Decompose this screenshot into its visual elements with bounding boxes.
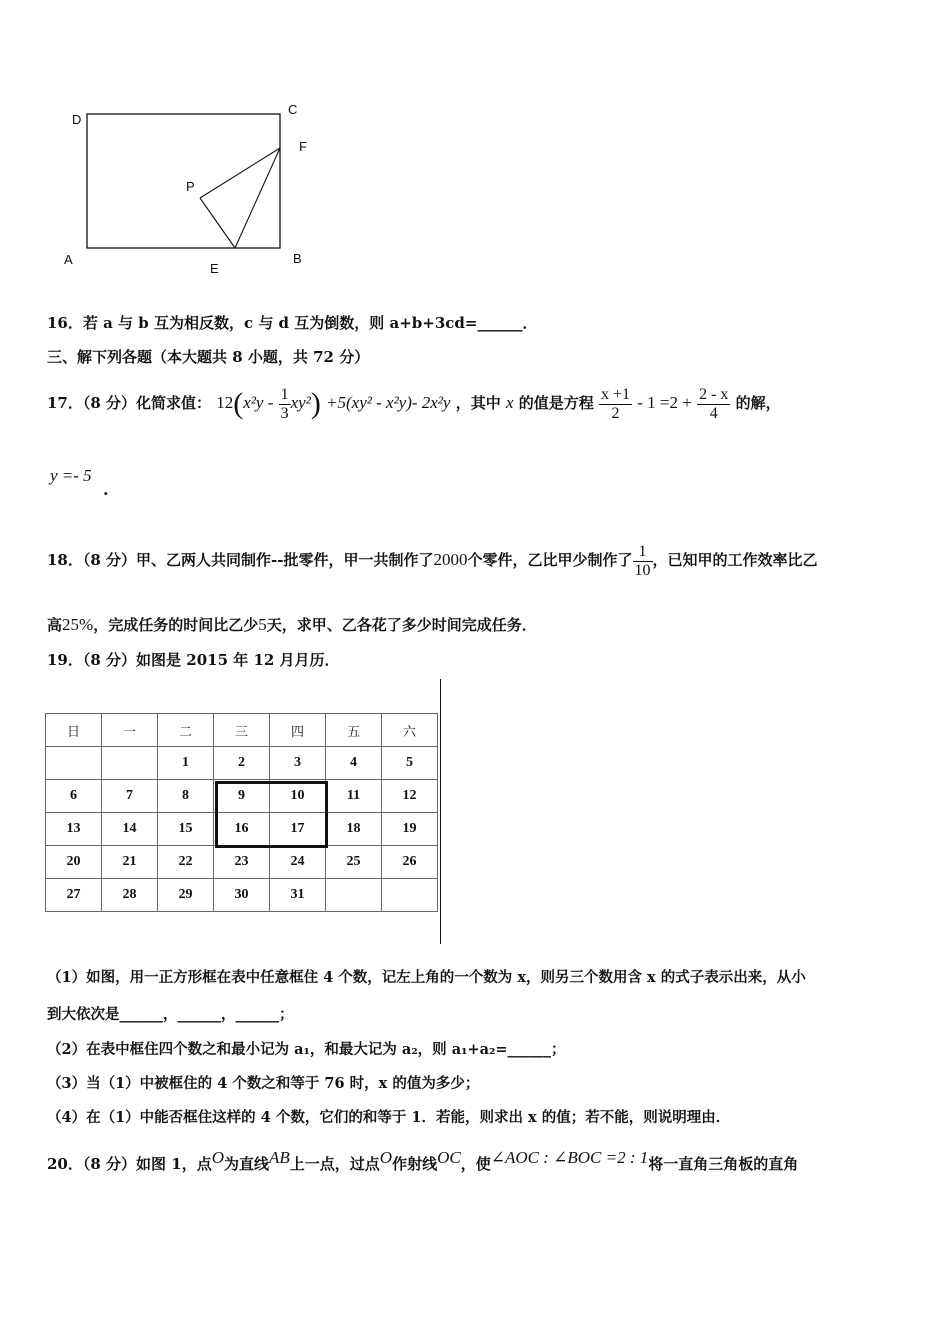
calendar-cell: 31 (270, 879, 326, 912)
calendar-row (46, 846, 438, 879)
calendar-cell: 4 (326, 747, 382, 780)
q19-part-4: （4）在（1）中能否框住这样的 4 个数，它们的和等于 1．若能，则求出 x 的值；若不能，则说明理由． (47, 1109, 731, 1126)
question-16: 16．若 a 与 b 互为相反数，c 与 d 互为倒数，则 a+b+3cd=______． (47, 314, 538, 332)
label-p: P (186, 179, 195, 194)
calendar-cell: 30 (214, 879, 270, 912)
q17-expression-rest: +5(xy² - x²y)- 2x²y (326, 393, 451, 412)
calendar-cell (46, 747, 102, 780)
calendar-cell: 18 (326, 813, 382, 846)
label-b: B (293, 251, 302, 266)
question-18-line-2: 高25%，完成任务的时间比乙少5天，求甲、乙各花了多少时间完成任务． (47, 615, 537, 634)
q17-y-value: y =- 5 (50, 466, 92, 485)
label-e: E (210, 261, 219, 276)
question-17: 17．（8 分）化简求值： 12(x²y - $\frac{1}{3}$ xy²) +5(xy² - x²y)- 2x²y ，其中 x 的值是方程 $\frac{x +1}{2}$ - 1 =2 + $\frac{2 - x}{4}$ 的解， (47, 385, 781, 422)
q17-suffix: 的解， (735, 394, 781, 412)
label-f: F (299, 139, 307, 154)
calendar-cell: 3 (270, 747, 326, 780)
q17-equation-middle: - 1 =2 + (637, 393, 692, 412)
calendar-cell: 28 (102, 879, 158, 912)
q17-term1: x²y - (243, 393, 274, 412)
calendar-cell (102, 747, 158, 780)
q17-fraction-2-minus-x: $\frac{2 - x}{4}$ (699, 385, 729, 422)
label-d: D (72, 112, 82, 127)
calendar-cell: 29 (158, 879, 214, 912)
q17-middle2: 的值是方程 (518, 394, 594, 412)
calendar-cell: 12 (382, 780, 438, 813)
calendar-cell: 24 (270, 846, 326, 879)
calendar-cell: 26 (382, 846, 438, 879)
q19-part-1-line-2: 到大依次是______，______，______； (47, 1006, 294, 1023)
q17-prefix: 17．（8 分）化简求值： (47, 394, 212, 412)
calendar-cell: 13 (46, 813, 102, 846)
calendar-header-cell: 四 (270, 714, 326, 747)
q17-term2: xy² (290, 393, 311, 412)
q17-var-x: x (505, 393, 514, 412)
calendar-header-cell: 三 (214, 714, 270, 747)
q20-angle-ratio: ∠AOC : ∠BOC =2 : 1 (490, 1148, 649, 1167)
calendar-row (46, 747, 438, 780)
calendar-cell: 7 (102, 780, 158, 813)
segment-pe (200, 198, 235, 248)
q18-count: 2000 (433, 550, 468, 569)
calendar-cell: 1 (158, 747, 214, 780)
calendar-header-cell: 二 (158, 714, 214, 747)
calendar-cell: 11 (326, 780, 382, 813)
q17-fraction-x-plus-1: $\frac{x +1}{2}$ (601, 385, 631, 422)
calendar-cell: 14 (102, 813, 158, 846)
calendar-cell: 5 (382, 747, 438, 780)
calendar-cell: 20 (46, 846, 102, 879)
calendar-cell: 23 (214, 846, 270, 879)
calendar-cell: 27 (46, 879, 102, 912)
q19-part-2: （2）在表中框住四个数之和最小记为 a₁，和最大记为 a₂，则 a₁+a₂=______； (47, 1041, 566, 1058)
calendar-cell (382, 879, 438, 912)
question-20: 20．（8 分）如图 1，点O为直线AB上一点，过点O作射线OC，使∠AOC : ∠BOC =2 : 1将一直角三角板的直角 (47, 1148, 799, 1173)
calendar-side-rule (440, 679, 441, 944)
q20-point-o: O (211, 1148, 224, 1167)
segment-pf (200, 148, 280, 198)
calendar-cell: 21 (102, 846, 158, 879)
calendar-selection-frame (215, 781, 328, 848)
q20-ray-oc: OC (437, 1148, 461, 1167)
calendar-cell: 15 (158, 813, 214, 846)
calendar-cell: 22 (158, 846, 214, 879)
q17-coef: 12 (216, 393, 234, 412)
q20-line-ab: AB (269, 1148, 290, 1167)
section-3-title: 三、解下列各题（本大题共 8 小题，共 72 分） (47, 348, 370, 366)
label-a: A (64, 252, 73, 267)
calendar-cell: 6 (46, 780, 102, 813)
calendar-cell: 2 (214, 747, 270, 780)
calendar-cell: 8 (158, 780, 214, 813)
calendar-header-cell: 五 (326, 714, 382, 747)
geometry-figure (55, 95, 335, 285)
calendar-cell (326, 879, 382, 912)
segment-ef (235, 148, 280, 248)
question-18-line-1: 18．（8 分）甲、乙两人共同制作--批零件，甲一共制作了2000个零件，乙比甲少制作了 $\frac{1}{10}$ ，已知甲的工作效率比乙 (47, 542, 818, 579)
q17-middle1: ，其中 (455, 394, 501, 412)
label-c: C (288, 102, 298, 117)
q20-point-o-2: O (379, 1148, 393, 1167)
q18-fraction-one-tenth: $\frac{1}{10}$ (634, 542, 651, 579)
calendar-header-row (46, 714, 438, 747)
rectangle-abcd (87, 114, 280, 248)
q19-part-3: （3）当（1）中被框住的 4 个数之和等于 76 时，x 的值为多少； (47, 1075, 480, 1092)
calendar-cell: 10 (270, 780, 326, 813)
q18-percent: 25% (62, 615, 94, 634)
q17-period: . (103, 480, 109, 499)
calendar-header-cell: 六 (382, 714, 438, 747)
calendar-cell: 25 (326, 846, 382, 879)
calendar-header-cell: 一 (102, 714, 158, 747)
question-19-title: 19．（8 分）如图是 2015 年 12 月月历． (47, 651, 340, 669)
calendar-header-cell: 日 (46, 714, 102, 747)
calendar-row (46, 879, 438, 912)
calendar-cell: 19 (382, 813, 438, 846)
q18-days: 5 (258, 615, 267, 634)
calendar-cell: 9 (214, 780, 270, 813)
calendar-cell: 17 (270, 813, 326, 846)
q17-fraction-one-third: $\frac{1}{3}$ (280, 385, 289, 422)
q19-part-1-line-1: （1）如图，用一正方形框在表中任意框住 4 个数，记左上角的一个数为 x，则另三个数用含 x 的式子表示出来，从小 (47, 969, 806, 986)
calendar-cell: 16 (214, 813, 270, 846)
